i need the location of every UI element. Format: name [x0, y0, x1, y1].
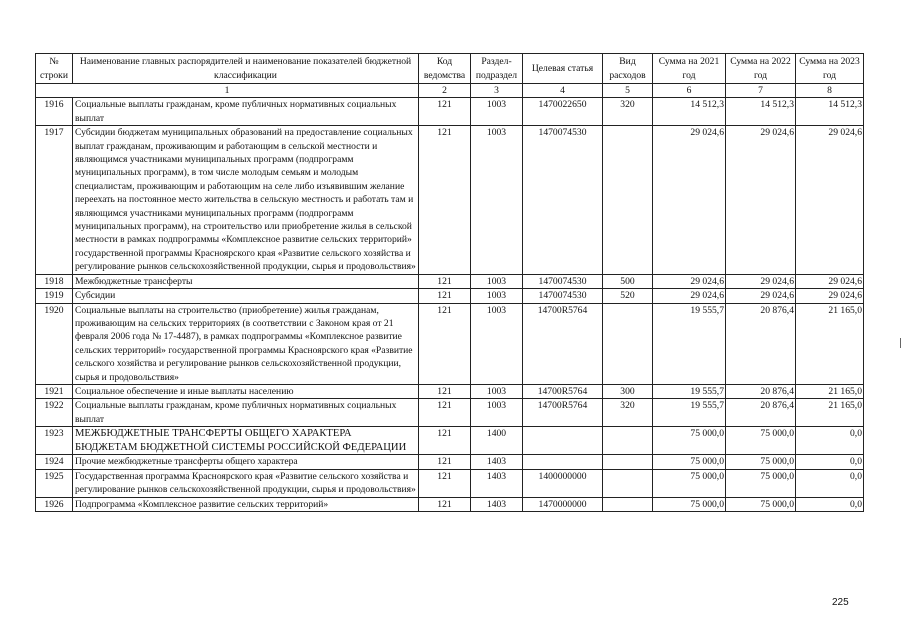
sum-2022: 29 024,6	[726, 289, 796, 303]
sum-2021: 75 000,0	[653, 427, 726, 455]
header-sum-2021: Сумма на 2021 год	[653, 54, 726, 84]
sum-2021: 75 000,0	[653, 455, 726, 469]
sum-2021: 29 024,6	[653, 289, 726, 303]
department-code: 121	[419, 384, 471, 398]
row-number: 1918	[36, 274, 73, 288]
department-code: 121	[419, 469, 471, 497]
sum-2023: 0,0	[796, 455, 864, 469]
sum-2023: 21 165,0	[796, 303, 864, 384]
expense-type	[603, 303, 653, 384]
sum-2023: 0,0	[796, 427, 864, 455]
sum-2023: 29 024,6	[796, 126, 864, 274]
table-row	[36, 497, 864, 511]
column-number-row	[36, 84, 864, 98]
column-number-1: 1	[36, 84, 419, 98]
sum-2022: 75 000,0	[726, 427, 796, 455]
row-number: 1916	[36, 98, 73, 126]
section-code: 1003	[471, 303, 523, 384]
row-name: Социальное обеспечение и иные выплаты населению	[73, 384, 419, 398]
sum-2022: 75 000,0	[726, 469, 796, 497]
sum-2022: 75 000,0	[726, 455, 796, 469]
target-article: 1470074530	[523, 126, 603, 274]
sum-2023: 29 024,6	[796, 289, 864, 303]
header-sum-2023: Сумма на 2023 год	[796, 54, 864, 84]
column-number-4: 4	[523, 84, 603, 98]
row-name: Прочие межбюджетные трансферты общего характера	[73, 455, 419, 469]
header-department-code: Код ведомства	[419, 54, 471, 84]
department-code: 121	[419, 289, 471, 303]
department-code: 121	[419, 455, 471, 469]
table-row	[36, 384, 864, 398]
target-article: 14700R5764	[523, 399, 603, 427]
table-row	[36, 455, 864, 469]
row-name: МЕЖБЮДЖЕТНЫЕ ТРАНСФЕРТЫ ОБЩЕГО ХАРАКТЕРА БЮДЖЕТАМ БЮДЖЕТНОЙ СИСТЕМЫ РОССИЙСКОЙ ФЕДЕРАЦИИ	[73, 427, 419, 455]
row-number: 1920	[36, 303, 73, 384]
sum-2021: 19 555,7	[653, 303, 726, 384]
budget-table	[35, 53, 864, 512]
department-code: 121	[419, 303, 471, 384]
table-row	[36, 289, 864, 303]
sum-2021: 19 555,7	[653, 384, 726, 398]
target-article	[523, 455, 603, 469]
column-number-3: 3	[471, 84, 523, 98]
sum-2023: 0,0	[796, 469, 864, 497]
table-row	[36, 469, 864, 497]
sum-2022: 29 024,6	[726, 126, 796, 274]
row-number: 1922	[36, 399, 73, 427]
header-expense-type: Вид расходов	[603, 54, 653, 84]
target-article: 1470074530	[523, 274, 603, 288]
row-name: Социальные выплаты на строительство (приобретение) жилья гражданам, проживающим на сельских территориях (в соответствии с Законом края от 21 февраля 2006 года № 17-4487), в рамках подпрограммы «Комплексное развитие сельских территорий» государственной программы Красноярского края «Развитие сельского хозяйства и регулирование рынков сельскохозяйственной продукции, сырья и продовольствия»	[73, 303, 419, 384]
expense-type	[603, 469, 653, 497]
expense-type: 320	[603, 98, 653, 126]
sum-2023: 21 165,0	[796, 384, 864, 398]
expense-type	[603, 427, 653, 455]
sum-2022: 20 876,4	[726, 303, 796, 384]
sum-2023: 29 024,6	[796, 274, 864, 288]
column-number-8: 8	[796, 84, 864, 98]
expense-type: 520	[603, 289, 653, 303]
section-code: 1003	[471, 274, 523, 288]
sum-2021: 19 555,7	[653, 399, 726, 427]
department-code: 121	[419, 399, 471, 427]
column-number-7: 7	[726, 84, 796, 98]
section-code: 1003	[471, 126, 523, 274]
section-code: 1003	[471, 98, 523, 126]
row-number: 1921	[36, 384, 73, 398]
row-name: Государственная программа Красноярского края «Развитие сельского хозяйства и регулирование рынков сельскохозяйственной продукции, сырья и продовольствия»	[73, 469, 419, 497]
section-code: 1003	[471, 289, 523, 303]
row-number: 1919	[36, 289, 73, 303]
table-body	[36, 98, 864, 512]
header-row-number: № строки	[36, 54, 73, 84]
column-number-6: 6	[653, 84, 726, 98]
section-code: 1403	[471, 497, 523, 511]
expense-type	[603, 497, 653, 511]
column-number-2: 2	[419, 84, 471, 98]
table-row	[36, 274, 864, 288]
table-row	[36, 126, 864, 274]
sum-2021: 29 024,6	[653, 274, 726, 288]
department-code: 121	[419, 497, 471, 511]
sum-2021: 75 000,0	[653, 469, 726, 497]
sum-2021: 75 000,0	[653, 497, 726, 511]
department-code: 121	[419, 427, 471, 455]
expense-type	[603, 126, 653, 274]
expense-type: 320	[603, 399, 653, 427]
row-name: Подпрограмма «Комплексное развитие сельских территорий»	[73, 497, 419, 511]
row-name: Субсидии	[73, 289, 419, 303]
row-name: Социальные выплаты гражданам, кроме публичных нормативных социальных выплат	[73, 399, 419, 427]
sum-2021: 29 024,6	[653, 126, 726, 274]
target-article	[523, 427, 603, 455]
department-code: 121	[419, 274, 471, 288]
sum-2023: 21 165,0	[796, 399, 864, 427]
table-row	[36, 399, 864, 427]
row-name: Межбюджетные трансферты	[73, 274, 419, 288]
sum-2022: 75 000,0	[726, 497, 796, 511]
expense-type: 500	[603, 274, 653, 288]
section-code: 1003	[471, 399, 523, 427]
row-number: 1917	[36, 126, 73, 274]
table-row	[36, 303, 864, 384]
margin-mark	[900, 338, 901, 348]
row-name: Субсидии бюджетам муниципальных образований на предоставление социальных выплат гражданам, проживающим и работающим в сельской местности и являющимся участниками муниципальных программ (подпрограмм муниципальных программ), в том числе молодым семьям и молодым специалистам, проживающим и работающим на селе либо изъявившим желание переехать на постоянное место жительства в сельскую местность и работать там и являющимся участниками муниципальных программ (подпрограмм муниципальных программ), на строительство или приобретение жилья в сельской местности в рамках подпрограммы «Комплексное развитие сельских территорий» государственной программы Красноярского края «Развитие сельского хозяйства и регулирование рынков сельскохозяйственной продукции, сырья и продовольствия»	[73, 126, 419, 274]
target-article: 1470022650	[523, 98, 603, 126]
page-number: 225	[832, 597, 849, 608]
expense-type: 300	[603, 384, 653, 398]
row-number: 1924	[36, 455, 73, 469]
header-row	[36, 54, 864, 84]
sum-2021: 14 512,3	[653, 98, 726, 126]
sum-2023: 14 512,3	[796, 98, 864, 126]
department-code: 121	[419, 126, 471, 274]
header-target-article: Целевая статья	[523, 54, 603, 84]
sum-2022: 20 876,4	[726, 384, 796, 398]
header-section: Раздел- подраздел	[471, 54, 523, 84]
target-article: 14700R5764	[523, 303, 603, 384]
row-name: Социальные выплаты гражданам, кроме публичных нормативных социальных выплат	[73, 98, 419, 126]
row-number: 1926	[36, 497, 73, 511]
target-article: 1400000000	[523, 469, 603, 497]
sum-2022: 14 512,3	[726, 98, 796, 126]
department-code: 121	[419, 98, 471, 126]
sum-2022: 29 024,6	[726, 274, 796, 288]
column-number-5: 5	[603, 84, 653, 98]
section-code: 1003	[471, 384, 523, 398]
header-name: Наименование главных распорядителей и наименование показателей бюджетной классификации	[73, 54, 419, 84]
sum-2023: 0,0	[796, 497, 864, 511]
target-article: 1470000000	[523, 497, 603, 511]
header-sum-2022: Сумма на 2022 год	[726, 54, 796, 84]
target-article: 14700R5764	[523, 384, 603, 398]
section-code: 1403	[471, 455, 523, 469]
row-number: 1925	[36, 469, 73, 497]
section-code: 1400	[471, 427, 523, 455]
sum-2022: 20 876,4	[726, 399, 796, 427]
expense-type	[603, 455, 653, 469]
table-row	[36, 98, 864, 126]
section-code: 1403	[471, 469, 523, 497]
target-article: 1470074530	[523, 289, 603, 303]
table-row	[36, 427, 864, 455]
row-number: 1923	[36, 427, 73, 455]
